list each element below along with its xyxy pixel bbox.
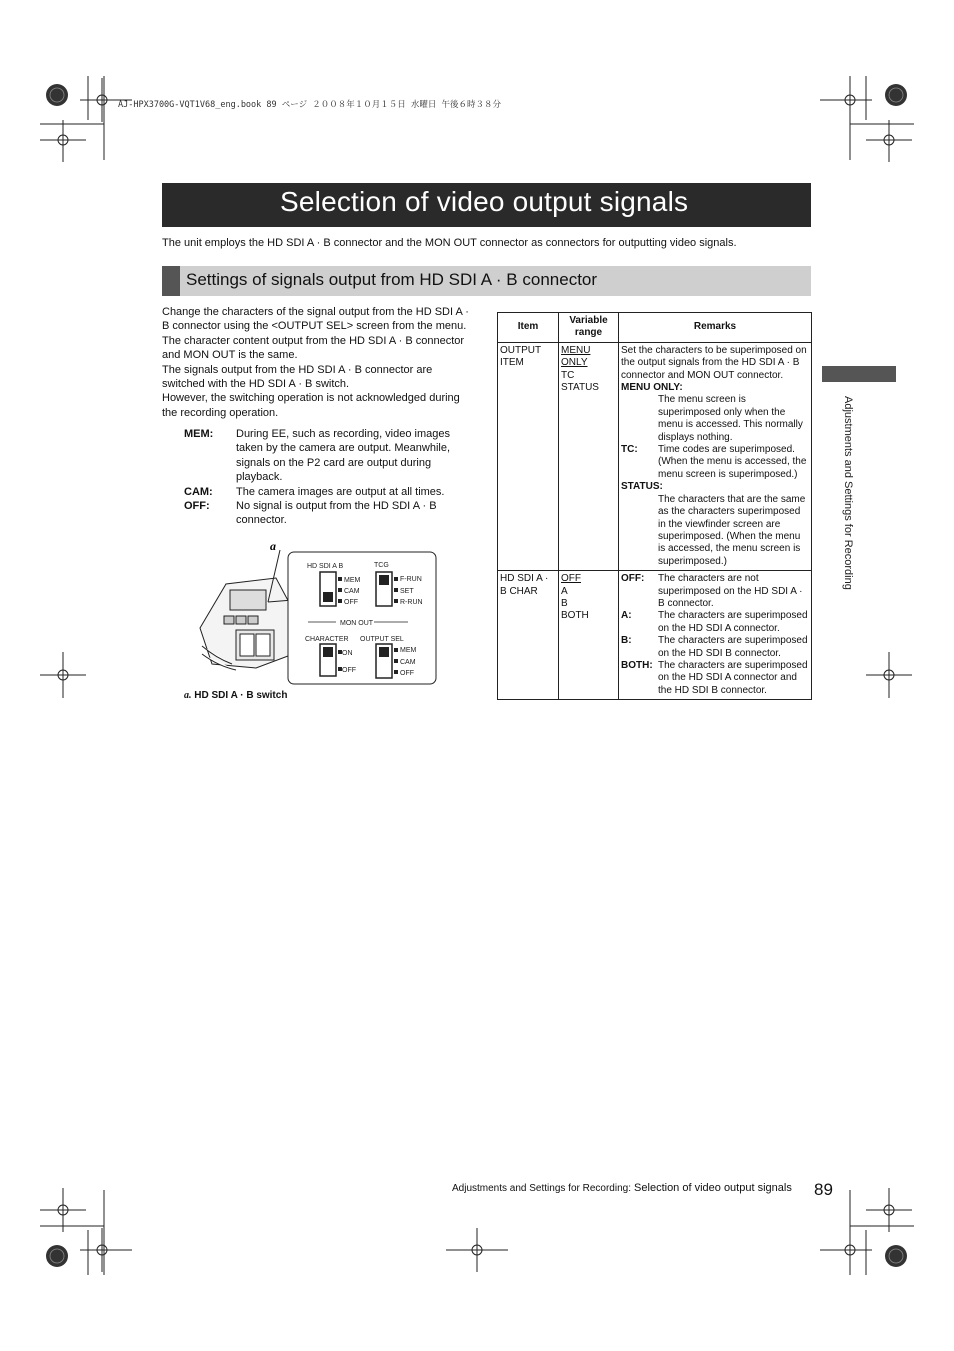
mode-term: CAM: xyxy=(184,485,213,498)
page-footer xyxy=(452,1182,792,1194)
remark-desc: Time codes are superimposed. (When the menu is accessed, the menu screen is superimposed.) xyxy=(658,444,807,480)
table-cell-range xyxy=(559,342,619,570)
character-pos-on: ON xyxy=(342,650,353,657)
tcg-pos-set: SET xyxy=(400,588,414,595)
remark-item xyxy=(621,610,809,635)
chapter-side-label: Adjustments and Settings for Recording xyxy=(842,396,854,590)
mode-list xyxy=(184,427,474,528)
table-header-row xyxy=(498,313,812,343)
table-header: Variable range xyxy=(559,313,619,343)
page-title: Selection of video output signals xyxy=(280,186,689,217)
table-row xyxy=(498,342,812,570)
range-option: BOTH xyxy=(561,610,589,622)
chapter-tab xyxy=(822,366,896,382)
mode-item xyxy=(184,427,474,485)
section-heading-bar xyxy=(162,266,811,296)
mode-desc: During EE, such as recording, video images taken by the camera are output. Meanwhile, signals on the P2 card are output during playback. xyxy=(236,428,451,484)
tcg-pos-rrun: R-RUN xyxy=(400,599,423,606)
mode-term: MEM: xyxy=(184,428,214,440)
table-header: Item xyxy=(498,313,559,343)
range-option: TC xyxy=(561,369,575,381)
switch-panel-figure xyxy=(196,538,442,686)
print-header: AJ-HPX3700G-VQT1V68_eng.book 89 ページ ２００８年１０月１５日 水曜日 午後６時３８分 xyxy=(118,100,501,110)
range-option: A xyxy=(561,585,568,597)
remark-term: B: xyxy=(621,635,632,647)
hd-sdi-label: HD SDI A B xyxy=(307,563,344,570)
mode-desc: The camera images are output at all times. xyxy=(236,485,445,498)
mode-desc: No signal is output from the HD SDI A · B connector. xyxy=(236,500,437,527)
caption-text: HD SDI A · B switch xyxy=(194,690,288,701)
remark-item xyxy=(621,573,809,610)
intro-text: The unit employs the HD SDI A · B connector and the MON OUT connector as connectors for outputting video signals. xyxy=(162,237,737,249)
page-number: 89 xyxy=(814,1180,833,1199)
remarks-intro: Set the characters to be superimposed on the output signals from the HD SDI A · B connector and MON OUT connector. xyxy=(621,344,807,381)
mon-out-label: MON OUT xyxy=(340,620,374,627)
table-cell-remarks xyxy=(619,342,812,570)
table-header: Remarks xyxy=(619,313,812,343)
tcg-label: TCG xyxy=(374,562,389,569)
mode-item xyxy=(184,485,474,499)
remark-item xyxy=(621,635,809,660)
character-label: CHARACTER xyxy=(305,636,349,643)
table-cell-item: HD SDI A · B CHAR xyxy=(498,571,559,700)
output-sel-pos-off: OFF xyxy=(400,670,414,677)
range-option: STATUS xyxy=(561,382,599,394)
range-default: OFF xyxy=(561,573,581,585)
remark-desc: The characters are superimposed on the HD SDI A connector. xyxy=(658,610,808,634)
remark-item xyxy=(621,444,809,481)
remark-desc: The menu screen is superimposed only when the menu is accessed. This normally displays nothing. xyxy=(658,394,803,443)
section-heading: Settings of signals output from HD SDI A · B connector xyxy=(186,270,598,289)
remark-desc: The characters that are the same as the characters superimposed in the viewfinder screen are superimposed. (When the menu is accessed, the menu screen is superimposed.) xyxy=(658,493,806,567)
range-default: MENU ONLY xyxy=(561,344,591,369)
mode-item xyxy=(184,499,474,528)
mode-term: OFF: xyxy=(184,500,210,513)
body-paragraph: The signals output from the HD SDI A · B connector are switched with the HD SDI A · B switch. xyxy=(162,363,433,391)
hd-sdi-pos-mem: MEM xyxy=(344,577,361,584)
table-cell-item: OUTPUT ITEM xyxy=(498,342,559,570)
remark-desc: The characters are not superimposed on the HD SDI A · B connector. xyxy=(658,573,803,609)
range-option: B xyxy=(561,597,568,609)
remark-term: STATUS: xyxy=(621,481,663,493)
figure-callout: a xyxy=(270,539,276,553)
remark-term: TC: xyxy=(621,444,638,456)
table-cell-range xyxy=(559,571,619,700)
tcg-pos-frun: F-RUN xyxy=(400,576,422,583)
remark-item xyxy=(621,660,809,697)
caption-letter: a. xyxy=(184,690,192,701)
body-paragraph: However, the switching operation is not acknowledged during the recording operation. xyxy=(162,392,460,419)
footer-section: Selection of video output signals xyxy=(634,1182,792,1194)
remark-term: A: xyxy=(621,610,632,622)
section-marker xyxy=(162,266,180,296)
output-sel-pos-cam: CAM xyxy=(400,659,416,666)
remark-desc: The characters are superimposed on the HD SDI A connector and the HD SDI B connector. xyxy=(658,659,808,696)
remark-term: BOTH: xyxy=(621,659,653,671)
remark-desc: The characters are superimposed on the HD SDI B connector. xyxy=(658,635,808,659)
table-cell-remarks xyxy=(619,571,812,700)
body-paragraph: Change the characters of the signal output from the HD SDI A · B connector using the <OUTPUT SEL> screen from the menu. The character content output from the HD SDI A · B connector and MON OUT is the same. xyxy=(162,306,469,362)
table-row xyxy=(498,571,812,700)
page-title-bar xyxy=(162,183,811,227)
settings-table xyxy=(497,312,812,700)
character-pos-off: OFF xyxy=(342,667,356,674)
hd-sdi-pos-off: OFF xyxy=(344,599,358,606)
body-text xyxy=(162,305,476,420)
figure-caption xyxy=(184,690,287,701)
output-sel-pos-mem: MEM xyxy=(400,647,417,654)
remark-term: OFF: xyxy=(621,573,645,585)
remark-term: MENU ONLY: xyxy=(621,382,683,394)
hd-sdi-pos-cam: CAM xyxy=(344,588,360,595)
camera-sketch xyxy=(200,578,292,670)
output-sel-label: OUTPUT SEL xyxy=(360,636,404,643)
footer-chapter: Adjustments and Settings for Recording: xyxy=(452,1183,631,1194)
